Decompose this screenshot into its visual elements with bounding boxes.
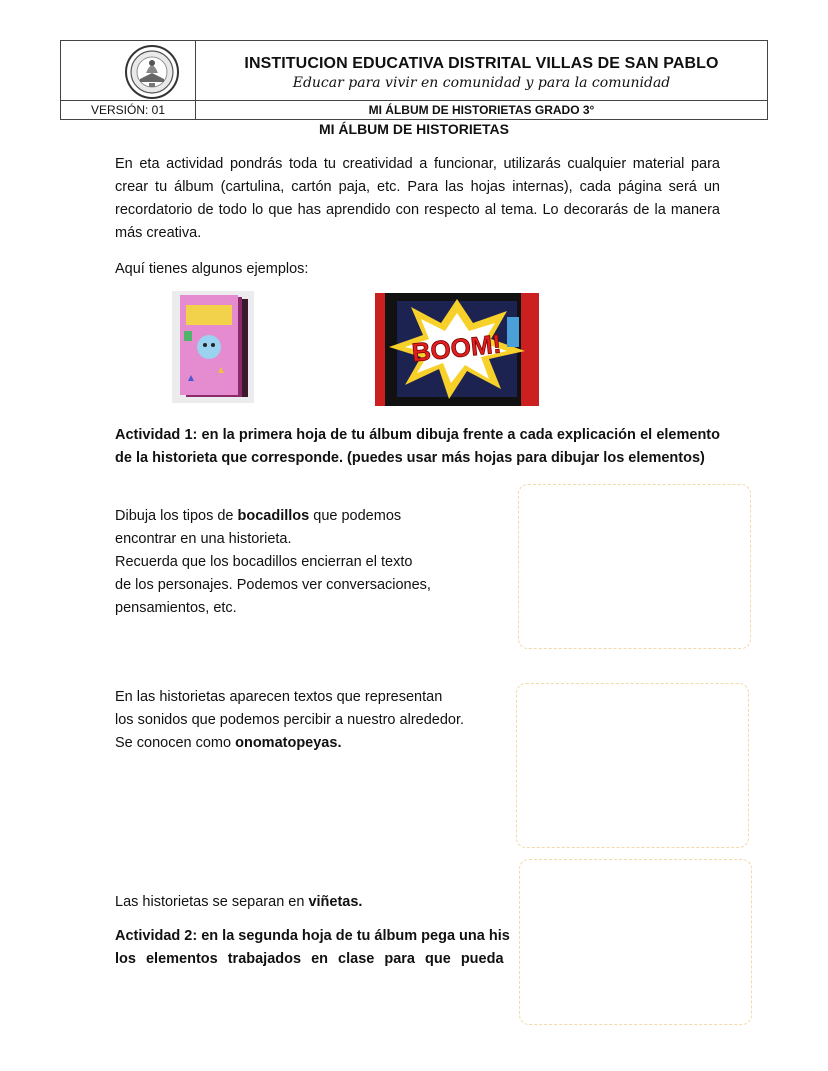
vinetas-explanation — [115, 891, 505, 914]
activity-2-line2: los elementos trabajados en clase para que pueda — [115, 951, 504, 967]
bocadillos-line1-post: que podemos — [309, 508, 402, 524]
school-seal-logo — [125, 45, 179, 99]
activity-1-instructions: Actividad 1: en la primera hoja de tu álbum dibuja frente a cada explicación el elemento de la historieta que corresponde. (puedes usar más hojas para dibujar los elementos) — [115, 427, 720, 466]
drawing-box-vinetas — [519, 859, 752, 1025]
version-label: VERSIÓN: 01 — [61, 100, 196, 119]
bocadillos-explanation — [115, 505, 505, 620]
bocadillos-line4: de los personajes. Podemos ver conversaciones, — [115, 577, 431, 593]
bocadillos-pre: Dibuja los tipos de — [115, 508, 238, 524]
bocadillos-line5: pensamientos, etc. — [115, 600, 237, 616]
subject-label: MI ÁLBUM DE HISTORIETAS GRADO 3° — [196, 100, 768, 119]
examples-label: Aquí tienes algunos ejemplos: — [115, 261, 309, 277]
intro-paragraph: En eta actividad pondrás toda tu creatividad a funcionar, utilizarás cualquier material para crear tu álbum (cartulina, cartón paja, etc. Para las hojas internas), cada página será un recordatorio de todo lo que has aprendido con respecto al tema. Lo decorarás de la manera más creativa. — [115, 156, 720, 241]
school-name: INSTITUCION EDUCATIVA DISTRITAL VILLAS DE SAN PABLO — [244, 55, 719, 73]
example-boom-comic-photo — [375, 293, 539, 406]
onomatopeyas-line2: los sonidos que podemos percibir a nuestro alrededor. — [115, 712, 465, 728]
onomatopeyas-explanation — [115, 686, 505, 755]
drawing-box-bocadillos — [518, 484, 751, 649]
document-header — [60, 40, 768, 120]
onomatopeyas-line1: En las historietas aparecen textos que representan — [115, 689, 443, 705]
bocadillos-term: bocadillos — [237, 508, 310, 524]
page-title: MI ÁLBUM DE HISTORIETAS — [318, 121, 510, 137]
example-album-photo — [172, 291, 254, 403]
bocadillos-line2: encontrar en una historieta. — [115, 531, 292, 547]
drawing-box-onomatopeyas — [516, 683, 749, 848]
vinetas-term: viñetas. — [308, 894, 363, 910]
bocadillos-line3: Recuerda que los bocadillos encierran el texto — [115, 554, 413, 570]
school-motto: Educar para vivir en comunidad y para la comunidad — [292, 75, 671, 92]
onomatopeyas-line3-pre: Se conocen como — [115, 735, 236, 751]
onomatopeyas-term: onomatopeyas. — [235, 735, 342, 751]
logo-cell — [61, 41, 196, 101]
boom-text: BOOM! — [410, 328, 503, 368]
school-cell — [196, 41, 768, 101]
activity-2-line1: Actividad 2: en la segunda hoja de tu álbum pega una his — [115, 928, 510, 944]
vinetas-pre: Las historietas se separan en — [115, 894, 309, 910]
activity-2-instructions — [115, 925, 520, 971]
